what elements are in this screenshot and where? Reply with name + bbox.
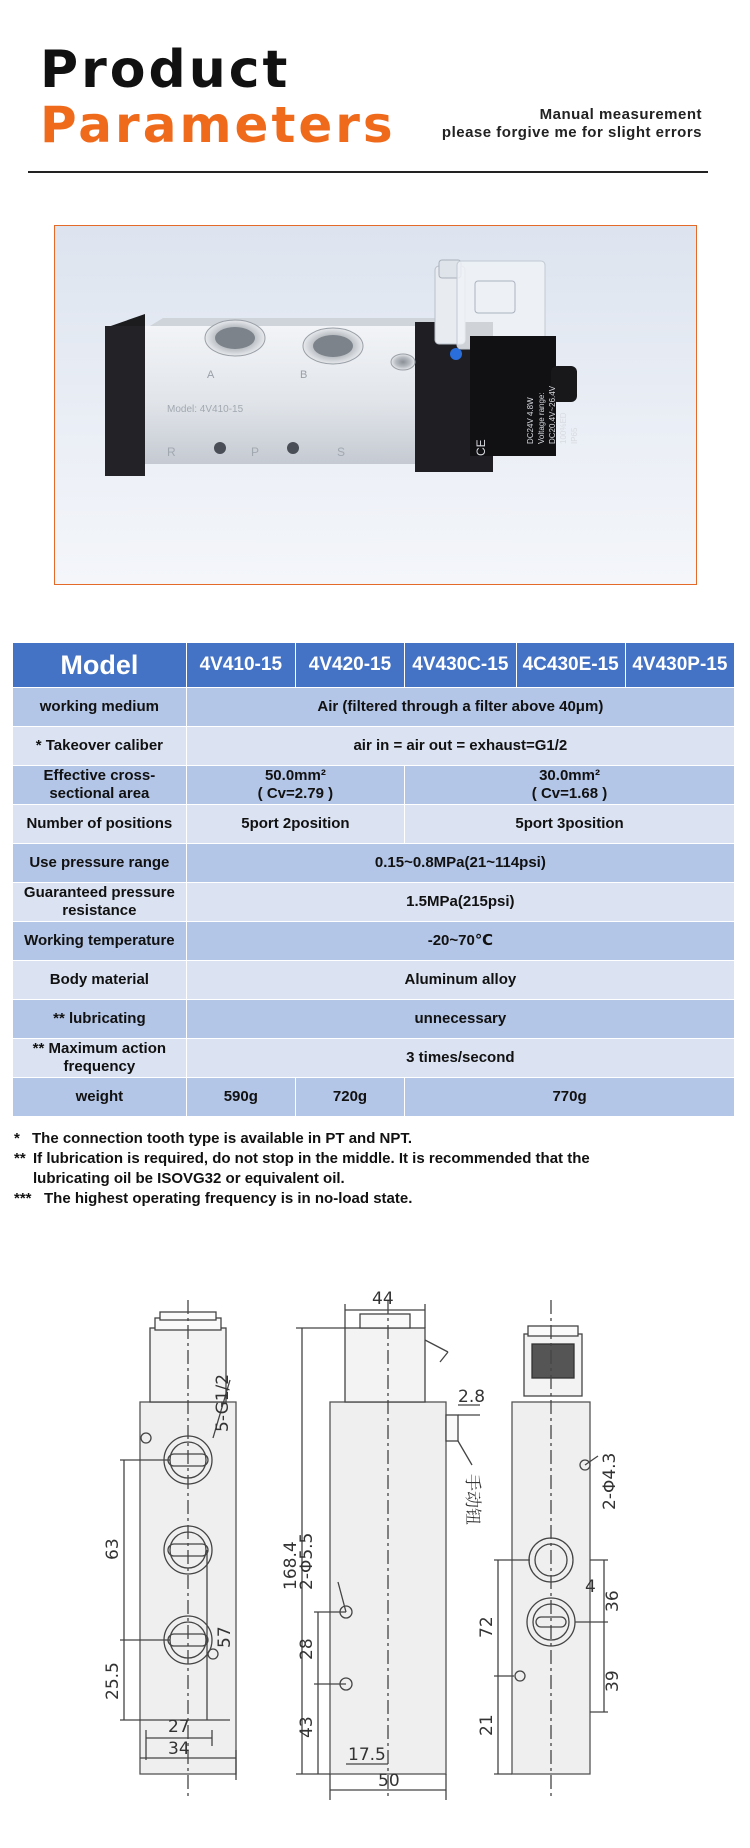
table-row [13,961,735,1000]
dim-25-5: 25.5 [103,1662,123,1700]
footnote-mark: *** [14,1190,32,1207]
solenoid-valve-illustration [55,226,696,584]
model-col-2: 4V420-15 [295,643,404,688]
port-label-a: A [207,369,215,381]
manual-button-label: 手动钮 [462,1474,482,1525]
row-value: 770g [405,1078,735,1117]
table-row [13,1078,735,1117]
dim-port-thread: 5-G1/2 [213,1373,233,1432]
model-col-4: 4C430E-15 [516,643,625,688]
technical-drawing [0,1260,750,1843]
coil-text-5: IP65 [570,427,579,444]
header-divider [28,171,708,173]
port-label-b: B [300,369,308,381]
measurement-note [442,106,702,142]
dim-50: 50 [378,1771,400,1791]
dim-34: 34 [168,1739,190,1759]
row-label: * Takeover caliber [13,727,187,766]
dim-168-4: 168.4 [281,1541,301,1590]
dim-39: 39 [603,1670,623,1692]
row-value: 590g [186,1078,295,1117]
model-col-5: 4V430P-15 [625,643,734,688]
title-line-1: Product [40,40,291,100]
row-value [405,766,735,805]
row-value: 5port 3position [405,805,735,844]
row-value: 5port 2position [186,805,404,844]
body-engraving: Model: 4V410-15 [167,404,244,415]
row-label: Guaranteed pressure resistance [13,883,187,922]
coil-text-3: DC20.4V~26.4V [548,385,557,444]
dim-mount-hole: 2-Φ5.5 [297,1532,317,1590]
dim-4: 4 [585,1577,596,1597]
footnote [14,1129,714,1149]
table-row [13,1000,735,1039]
coil-text-2: Voltage range: [537,392,546,444]
dimension-drawing [0,1260,750,1843]
dim-17-5: 17.5 [348,1745,386,1765]
area-value-1: 50.0mm² [264,767,326,784]
row-label: Working temperature [13,922,187,961]
footnotes [14,1129,714,1209]
port-label-r: R [167,445,176,459]
coil-text-4: 100%ED [559,412,568,444]
dim-21: 21 [477,1714,497,1736]
spec-table [12,642,735,1117]
footnote [14,1189,714,1209]
row-value: 720g [295,1078,404,1117]
product-photo [54,225,697,585]
row-value: Air (filtered through a filter above 40μm) [186,688,734,727]
dim-side-hole: 2-Φ4.3 [600,1452,620,1510]
dim-27: 27 [168,1717,190,1737]
row-value [186,766,404,805]
port-label-s: S [337,445,346,459]
row-value: Aluminum alloy [186,961,734,1000]
model-col-3: 4V430C-15 [405,643,517,688]
port-label-p: P [251,445,260,459]
table-header-row [13,643,735,688]
coil-text-1: DC24V 4.8W [526,397,535,444]
footnote-mark: ** [14,1150,26,1167]
table-row [13,883,735,922]
row-value: 1.5MPa(215psi) [186,883,734,922]
row-label: Number of positions [13,805,187,844]
table-row [13,844,735,883]
footnote-text: The highest operating frequency is in no-load state. [44,1190,413,1207]
dim-44: 44 [372,1289,394,1309]
row-label: weight [13,1078,187,1117]
table-row [13,922,735,961]
footnote-text: If lubrication is required, do not stop in the middle. It is recommended that the lubricating oil be ISOVG32 or equivalent oil. [33,1150,590,1187]
row-label: ** lubricating [13,1000,187,1039]
row-label: Use pressure range [13,844,187,883]
page-header [0,0,750,180]
model-col-1: 4V410-15 [186,643,295,688]
table-row [13,688,735,727]
table-row [13,727,735,766]
dim-28: 28 [297,1638,317,1660]
row-label: Effective cross-sectional area [13,766,187,805]
note-line-1: Manual measurement [539,106,702,123]
row-value: 3 times/second [186,1039,734,1078]
row-label: working medium [13,688,187,727]
model-header: Model [13,643,187,688]
table-row [13,805,735,844]
dim-63: 63 [103,1538,123,1560]
dim-57: 57 [215,1626,235,1648]
row-label: Body material [13,961,187,1000]
row-value: -20~70℃ [186,922,734,961]
dim-36: 36 [603,1590,623,1612]
table-row [13,766,735,805]
table-row [13,1039,735,1078]
cv-value-2: ( Cv=1.68 ) [531,785,608,802]
area-value-2: 30.0mm² [539,767,600,784]
dim-2-8: 2.8 [458,1387,486,1407]
row-value: air in = air out = exhaust=G1/2 [186,727,734,766]
title-line-2: Parameters [40,96,396,154]
ce-mark: CE [474,439,488,456]
note-line-2: please forgive me for slight errors [441,124,702,141]
footnote-mark: * [14,1130,20,1147]
row-value: 0.15~0.8MPa(21~114psi) [186,844,734,883]
footnote-text: The connection tooth type is available in PT and NPT. [32,1130,413,1147]
dim-43: 43 [297,1716,317,1738]
dim-72: 72 [477,1616,497,1638]
footnote [14,1149,714,1189]
row-label: ** Maximum action frequency [13,1039,187,1078]
cv-value-1: ( Cv=2.79 ) [257,785,334,802]
row-value: unnecessary [186,1000,734,1039]
